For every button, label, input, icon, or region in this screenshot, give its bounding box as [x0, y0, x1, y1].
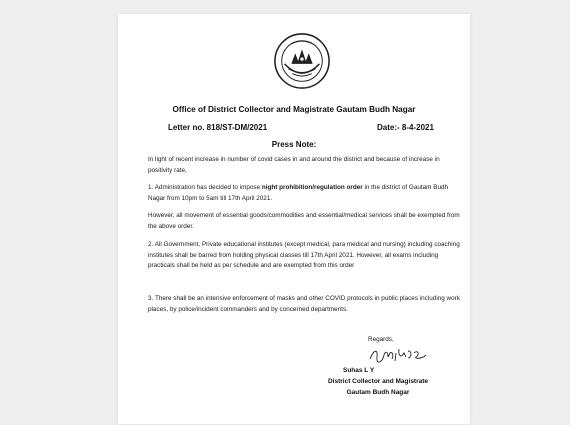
signer-designation	[318, 376, 438, 398]
handwritten-signature	[368, 345, 428, 369]
exemption-paragraph: However, all movement of essential goods/commodities and essential/medical services shall be exempted from the above order.	[148, 212, 460, 230]
point-2-paragraph: 2. All Government, Private educational institutes (except medical, para medical and nursing) including coaching institutes shall be barred from holding physical classes till 17th April 2021. However, all exams including practicals shall be held as per schedule and are exempted from this order	[148, 241, 460, 269]
letter-date: Date:- 8-4-2021	[377, 123, 434, 132]
point-1-bold-text: night prohibition/regulation order	[261, 184, 363, 191]
uttar-pradesh-emblem-icon	[273, 32, 331, 90]
point-1-text-start: 1. Administration has decided to impose	[148, 184, 262, 191]
intro-paragraph: In light of recent increase in number of covid cases in and around the district and because of increase in positivity rate,	[148, 156, 440, 174]
press-note-heading: Press Note:	[271, 140, 317, 149]
signer-title-line-1: District Collector and Magistrate	[327, 378, 429, 385]
point-1-paragraph	[148, 183, 462, 204]
regards-text: Regards,	[368, 336, 394, 343]
point-3-paragraph: 3. There shall be an intensive enforcement of masks and other COVID protocols in public places including work places, by police/incident commanders and by concerned departments.	[148, 295, 460, 313]
signer-name: Suhas L Y	[343, 367, 375, 374]
signer-title-line-2: Gautam Budh Nagar	[346, 389, 410, 396]
office-title: Office of District Collector and Magistrate Gautam Budh Nagar	[172, 105, 416, 114]
point-1-text-end: in the district of Gautam Budh Nagar from 10pm to 5am till 17th April 2021.	[148, 184, 449, 202]
letter-number: Letter no. 818/ST-DM/2021	[168, 123, 268, 132]
press-note-document	[118, 14, 470, 424]
